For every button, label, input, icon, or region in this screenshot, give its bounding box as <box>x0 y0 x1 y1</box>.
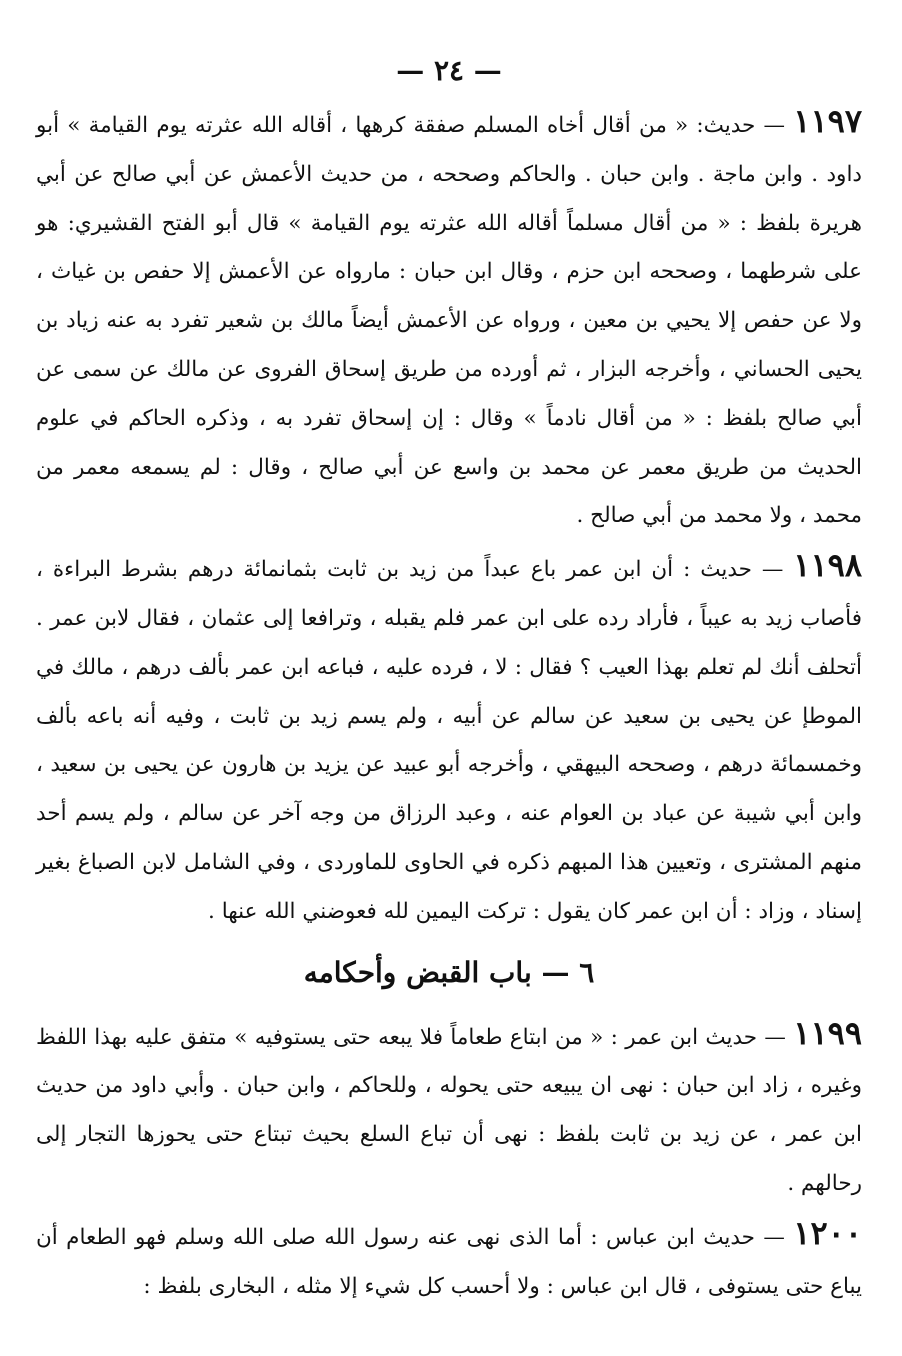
hadith-text: — حديث : أن ابن عمر باع عبداً من زيد بن ثابت بثمانمائة درهم بشرط البراءة ، فأصاب زيد به عيباً ، فأراد رده على ابن عمر فلم يقبله ، وترافعا إلى عثمان ، فقال لابن عمر . أتحلف أنك لم تعلم بهذا العيب ؟ فقال : لا ، فرده عليه ، فباعه ابن عمر بألف درهم ، مالك في الموطإ عن يحيى بن سعيد عن سالم عن أبيه ، ولم يسم زيد بن ثابت ، وفيه أنه باعه بألف وخمسمائة درهم ، وصححه البيهقي ، وأخرجه أبو عبيد عن يزيد بن هارون عن يحيى بن سعيد ، وابن أبي شيبة عن عباد بن العوام عنه ، وعبد الرزاق من وجه آخر عن سالم ، ولم يسم أحد منهم المشترى ، وتعيين هذا المبهم ذكره في الحاوى للماوردى ، وفي الشامل لابن الصباغ بغير إسناد ، وزاد : أن ابن عمر كان يقول : تركت اليمين لله فعوضني الله عنها . <box>36 557 862 924</box>
hadith-number: ١١٩٨ <box>793 546 862 585</box>
hadith-text: — حديث: « من أقال أخاه المسلم صفقة كرهها ، أقاله الله عثرته يوم القيامة » أبو داود . وابن ماجة . وابن حبان . والحاكم وصححه ، من حديث الأعمش عن أبي صالح عن أبي هريرة بلفظ : « من أقال مسلماً أقاله الله عثرته يوم القيامة » قال أبو الفتح القشيري: هو على شرطهما ، وصححه ابن حزم ، وقال ابن حبان : مارواه عن الأعمش إلا حفص بن غياث ، ولا عن حفص إلا يحيي بن معين ، ورواه عن الأعمش أيضاً مالك بن شعير تفرد به عنه زياد بن يحيى الحساني ، وأخرجه البزار ، ثم أورده من طريق إسحاق الفروى عن مالك عن سمى عن أبي صالح بلفظ : « من أقال نادماً » وقال : إن إسحاق تفرد به ، وذكره الحاكم في علوم الحديث من طريق معمر عن محمد بن واسع عن أبي صالح ، وقال : لم يسمعه معمر من محمد ، ولا محمد من أبي صالح . <box>36 113 862 529</box>
hadith-paragraph-1198 <box>36 541 862 936</box>
hadith-paragraph-1200 <box>36 1209 862 1312</box>
hadith-number: ١١٩٩ <box>793 1013 862 1052</box>
chapter-heading: ٦ — باب القبض وأحكامه <box>303 955 595 989</box>
hadith-number: ١١٩٧ <box>793 102 862 140</box>
hadith-text: — حديث ابن عباس : أما الذى نهى عنه رسول الله صلى الله وسلم فهو الطعام أن يباع حتى يستوفى ، قال ابن عباس : ولا أحسب كل شيء إلا مثله ، البخارى بلفظ : <box>36 1224 862 1299</box>
hadith-paragraph-1199 <box>36 1009 862 1209</box>
hadith-paragraph-1197 <box>36 97 862 541</box>
page-number: — ٢٤ — <box>396 54 502 87</box>
hadith-text: — حديث ابن عمر : « من ابتاع طعاماً فلا يبعه حتى يستوفيه » متفق عليه بهذا اللفظ وغيره ، زاد ابن حبان : نهى ان يبيعه حتى يحوله ، وللحاكم ، وابن حبان . وأبي داود من حديث ابن عمر ، عن زيد بن ثابت بلفظ : نهى أن تباع السلع بحيث تبتاع حتى يحوزها التجار إلى رحالهم . <box>36 1024 862 1196</box>
body-text <box>36 97 862 1311</box>
hadith-number: ١٢٠٠ <box>793 1213 862 1252</box>
